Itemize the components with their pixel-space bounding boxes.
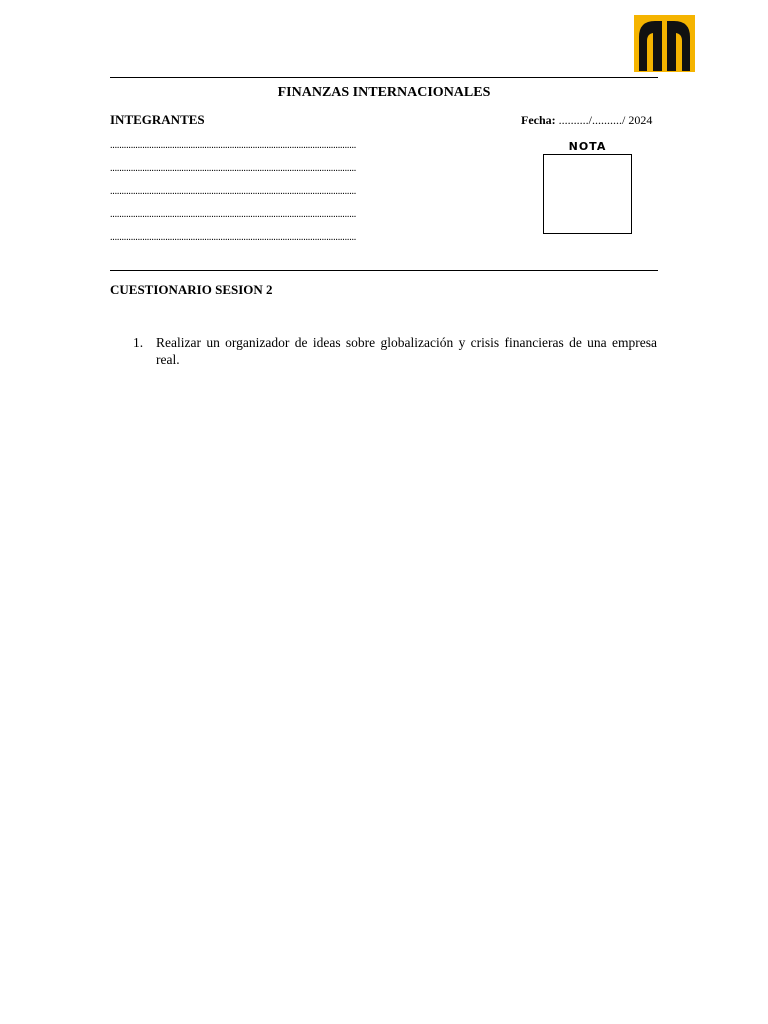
date-label: Fecha: <box>521 113 556 127</box>
member-line: ........................................................................................................... <box>110 233 357 243</box>
integrantes-label: INTEGRANTES <box>110 112 205 127</box>
member-line: ........................................................................................................... <box>110 141 357 151</box>
member-line: ........................................................................................................... <box>110 164 357 174</box>
member-line: ........................................................................................................... <box>110 210 357 220</box>
question-text: Realizar un organizador de ideas sobre globalización y crisis financieras de una empresa real. <box>156 335 657 367</box>
institution-logo-icon <box>634 15 695 72</box>
grade-label: NOTA <box>568 140 607 153</box>
document-title: FINANZAS INTERNACIONALES <box>277 85 491 100</box>
date-field <box>521 113 652 127</box>
top-divider <box>110 77 658 78</box>
member-line: ........................................................................................................... <box>110 187 357 197</box>
date-value: ........../........../ 2024 <box>555 113 653 127</box>
grade-box <box>543 154 632 234</box>
section-divider <box>110 270 658 271</box>
section-heading: CUESTIONARIO SESION 2 <box>110 282 273 297</box>
question-number: 1. <box>133 335 144 350</box>
